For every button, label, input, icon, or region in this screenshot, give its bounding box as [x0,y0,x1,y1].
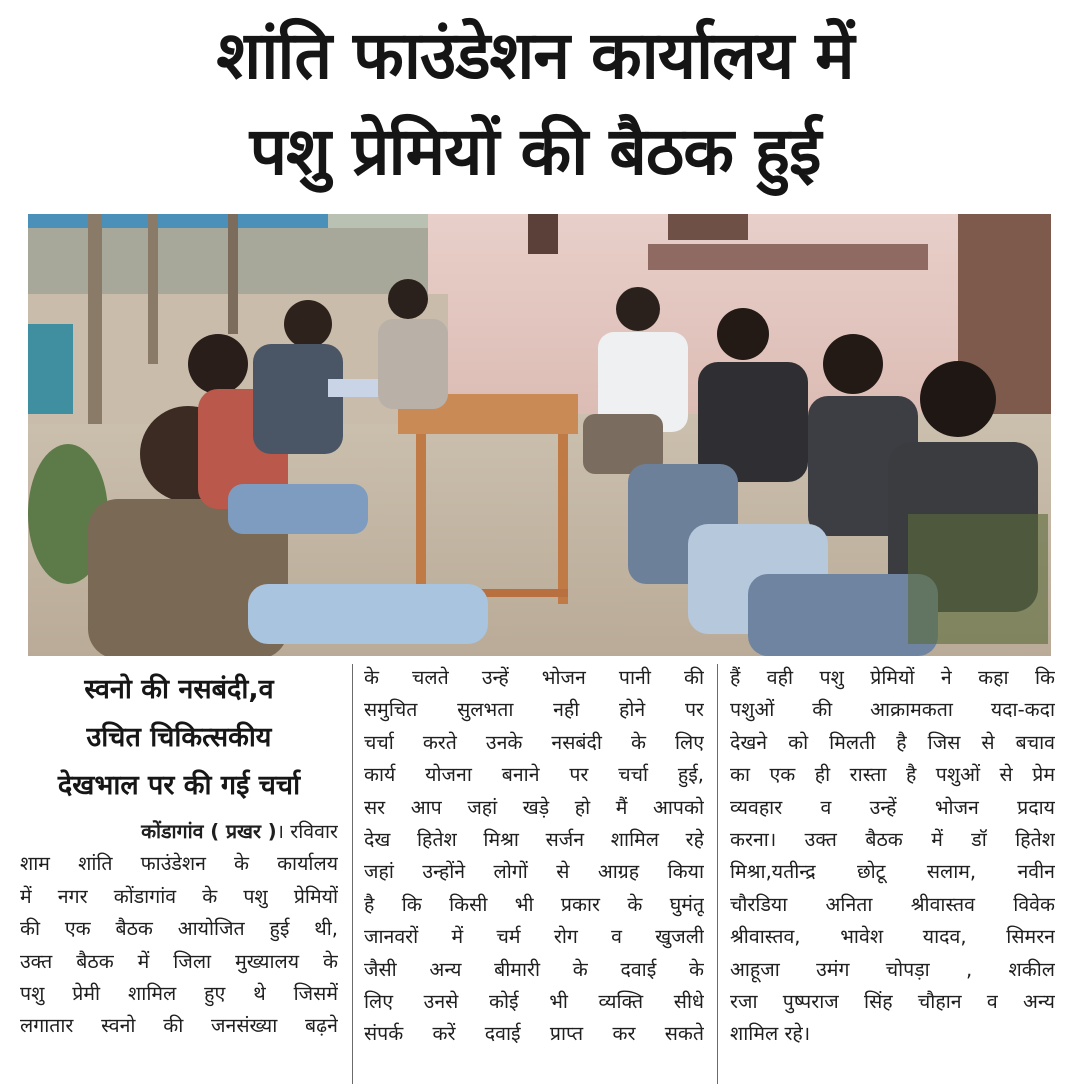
text-line: जानवरों में चर्म रोग व खुजली [364,925,704,949]
text-line: चर्चा करते उनके नसबंदी के लिए [364,730,704,754]
text-line: की एक बैठक आयोजित हुई थी, [20,917,338,941]
text-line: शाम शांति फाउंडेशन के कार्यालय [20,852,338,876]
text-line: संपर्क करें दवाई प्राप्त कर सकते [364,1022,704,1046]
text-line-fragment: । रविवार [276,820,338,843]
news-photo [28,214,1051,656]
text-line: श्रीवास्तव, भावेश यादव, सिमरन [730,925,1055,949]
text-line: है कि किसी भी प्रकार के घुमंतू [364,892,704,916]
meeting-photo-illustration [28,214,1051,656]
text-line: पशुओं की आक्रामकता यदा-कदा [730,698,1055,722]
headline [0,8,1070,200]
text-line: करना। उक्त बैठक में डॉ हितेश [730,828,1055,852]
article-body-start [20,816,338,1043]
column-divider-2 [717,664,718,1084]
text-line: जैसी अन्य बीमारी के दवाई के [364,957,704,981]
text-line: का एक ही रास्ता है पशुओं से प्रेम [730,763,1055,787]
subheading-line-2: उचित चिकित्सकीय [86,722,272,753]
article-column-3 [730,662,1055,1086]
text-line: समुचित सुलभता नही होने पर [364,698,704,722]
text-line: शामिल रहे। [730,1022,811,1046]
text-line: उक्त बैठक में जिला मुख्यालय के [20,949,338,973]
subheading [20,666,338,810]
text-line: आहूजा उमंग चोपड़ा , शकील [730,957,1055,981]
text-line: चौरडिया अनिता श्रीवास्तव विवेक [730,892,1055,916]
dateline: कोंडागांव ( प्रखर ) [141,820,277,843]
text-line: देखने को मिलती है जिस से बचाव [730,730,1055,754]
text-line: हैं वही पशु प्रेमियों ने कहा कि [730,666,1055,689]
column-divider-1 [352,664,353,1084]
text-line: सर आप जहां खड़े हो मैं आपको [364,795,704,819]
text-line: में नगर कोंडागांव के पशु प्रेमियों [20,884,338,908]
text-line: मिश्रा,यतीन्द्र छोटू सलाम, नवीन [730,860,1055,884]
wall-sign [648,244,928,270]
text-line: लगातार स्वनो की जनसंख्या बढ़ने [20,1014,338,1038]
text-line: कार्य योजना बनाने पर चर्चा हुई, [364,763,704,787]
article-column-1 [20,662,338,1086]
headline-line-2: पशु प्रेमियों की बैठक हुई [249,113,821,190]
text-line: व्यवहार व उन्हें भोजन प्रदाय [730,795,1055,819]
text-line: रजा पुष्पराज सिंह चौहान व अन्य [730,990,1055,1014]
text-line: देख हितेश मिश्रा सर्जन शामिल रहे [364,828,704,852]
text-line: लिए उनसे कोई भी व्यक्ति सीधे [364,990,704,1014]
text-line [20,816,338,848]
headline-line-1: शांति फाउंडेशन कार्यालय में [216,17,854,94]
subheading-line-3: देखभाल पर की गई चर्चा [57,770,301,801]
article-column-2 [364,662,704,1086]
text-line: के चलते उन्हें भोजन पानी की [364,666,704,689]
subheading-line-1: स्वनो की नसबंदी,व [84,674,274,705]
text-line: जहां उन्होंने लोगों से आग्रह किया [364,860,704,884]
text-line: पशु प्रेमी शामिल हुए थे जिसमें [20,982,338,1006]
